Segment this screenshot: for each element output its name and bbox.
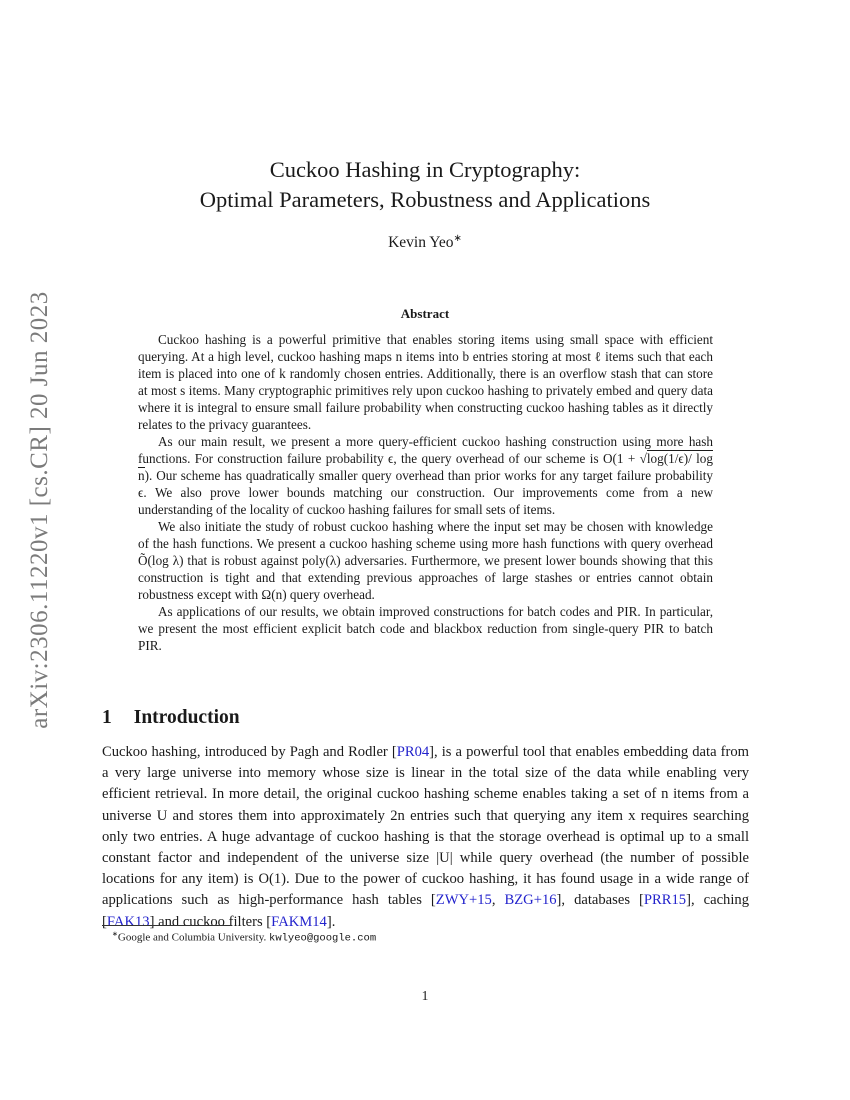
- arxiv-identifier-stamp: [10, 270, 70, 750]
- section-heading-introduction: [102, 707, 240, 729]
- paper-title: [100, 155, 750, 215]
- citation-link[interactable]: FAKM14: [271, 913, 327, 930]
- title-line-1: Cuckoo Hashing in Cryptography:: [269, 157, 581, 182]
- author-name: Kevin Yeo: [388, 234, 454, 252]
- citation-link[interactable]: ZWY+15: [435, 892, 492, 909]
- abstract-paragraph-3: We also initiate the study of robust cuckoo hashing where the input set may be chosen with knowledge of the hash functions. We present a cuckoo hashing scheme using more hash functions with query overhead Õ(log λ) that is robust against poly(λ) adversaries. Furthermore, we present lower bounds showing that this construction is tight and that extending previous approaches of large stashes or entries cannot obtain robustness except with Ω(n) query overhead.: [138, 519, 713, 602]
- intro-text: ,: [491, 892, 505, 909]
- intro-text: ], caching [: [102, 892, 749, 930]
- citation-link[interactable]: PR04: [396, 744, 430, 760]
- abstract-body: [138, 331, 713, 654]
- footnote-email: kwlyeo@google.com: [269, 932, 377, 945]
- section-number: 1: [102, 707, 112, 728]
- footnote-divider: [102, 925, 232, 926]
- abstract-p2-end: ). Our scheme has quadratically smaller query overhead than prior works for any target failure probability ϵ. We also prove lower bounds matching our construction. Our improvements come from a new understanding of the locality of cuckoo hashing failures for small sets of items.: [138, 468, 713, 517]
- citation-link[interactable]: FAK13: [106, 913, 150, 930]
- intro-text: ] and cuckoo filters [: [149, 913, 272, 930]
- intro-text: ], is a powerful tool that enables embedding data from a very large universe into memory whose size is linear in the total size of the data while enabling very efficient retrieval. In more detail, the original cuckoo hashing scheme enables taking a set of n items from a universe U and stores them into approximately 2n entries such that querying any item x requires searching only two entries. A huge advantage of cuckoo hashing is that the storage overhead is optimal up to a small constant factor and independent of the universe size |U| while query overhead (the number of possible locations for any item) is O(1). Due to the power of cuckoo hashing, it has found usage in a wide range of applications such as high-performance hash tables [: [102, 744, 749, 909]
- intro-text: ], databases [: [556, 892, 644, 909]
- arxiv-stamp-text: arXiv:2306.11220v1 [cs.CR] 20 Jun 2023: [26, 291, 53, 729]
- author-line: [100, 233, 750, 252]
- intro-text: Cuckoo hashing, introduced by Pagh and Rodler [: [102, 744, 397, 760]
- abstract-paragraph-4: As applications of our results, we obtain improved constructions for batch codes and PIR. In particular, we present the most efficient explicit batch code and blackbox reduction from single-query PIR to batch PIR.: [138, 604, 713, 653]
- page-number: 1: [421, 988, 429, 1003]
- footnote-mark: ∗: [112, 930, 118, 938]
- title-line-2: Optimal Parameters, Robustness and Applications: [199, 187, 651, 212]
- citation-link[interactable]: PRR15: [643, 892, 687, 909]
- author-footnote-mark: ∗: [453, 233, 462, 244]
- abstract-heading: Abstract: [400, 306, 450, 321]
- citation-link[interactable]: BZG+16: [504, 892, 557, 909]
- abstract-paragraph-1: Cuckoo hashing is a powerful primitive that enables storing items using small space with efficient querying. At a high level, cuckoo hashing maps n items into b entries storing at most ℓ items such that each item is placed into one of k randomly chosen entries. Additionally, there is an overflow stash that can store at most s items. Many cryptographic primitives rely upon cuckoo hashing to privately embed and query data where it is integral to ensure small failure probability when constructing cuckoo hashing tables as it directly relates to the privacy guarantees.: [138, 332, 713, 432]
- abstract-paragraph-2: As our main result, we present a more query-efficient cuckoo hashing construction using more hash functions. For construction failure probability ϵ, the query overhead of our scheme is O(1 + √log(1/ϵ)/ log n). Our scheme has quadratically smaller query overhead than prior works for any target failure probability ϵ. We also prove lower bounds matching our construction. Our improvements come from a new understanding of the locality of cuckoo hashing failures for small sets of items.: [138, 434, 713, 517]
- abstract-p2-start: As our main result, we present a more query-efficient cuckoo hashing construction using more hash functions. For construction failure probability ϵ, the query overhead of our scheme is O(1 +: [138, 434, 713, 466]
- introduction-paragraph: [102, 742, 749, 933]
- footnote-text: Google and Columbia University.: [117, 931, 270, 944]
- intro-text: ].: [326, 913, 336, 930]
- footnote: [112, 930, 376, 945]
- abstract-p2-sqrt: log(1/ϵ)/ log n: [138, 451, 713, 483]
- section-title: Introduction: [133, 707, 240, 728]
- introduction-body: [102, 742, 749, 933]
